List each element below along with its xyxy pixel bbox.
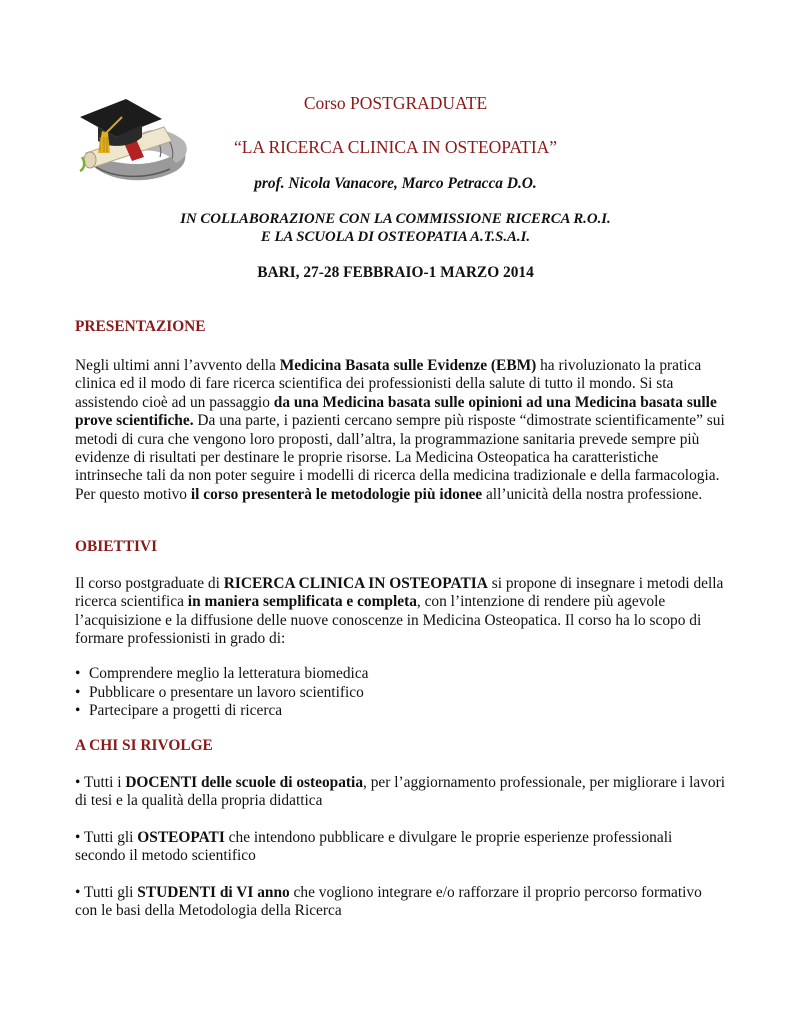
audience-rest: che intendono pubblicare e divulgare le proprie esperienze professionali secondo il metodo scientifico [75,829,673,865]
audience-item-studenti [75,884,725,921]
obiettivi-text-1: Il corso postgraduate di [75,575,224,592]
list-item-text: Comprendere meglio la letteratura biomedica [89,665,369,682]
presentazione-bold-1: Medicina Basata sulle Evidenze (EBM) [279,357,537,374]
bullet-icon: • [75,702,81,719]
obiettivi-bullet-list [75,665,725,721]
presentazione-bold-3: il corso presenterà le metodologie più idonee [190,485,483,503]
presentazione-bold-2: da una Medicina basata sulle opinioni ad una Medicina basata sulle prove scientifiche. [75,393,717,430]
audience-bold: DOCENTI delle scuole di osteopatia [125,774,364,791]
section-heading-obiettivi: OBIETTIVI [75,538,158,555]
obiettivi-text-2: si propone di insegnare i metodi della ricerca scientifica [75,575,724,611]
list-item [75,665,725,684]
obiettivi-paragraph [75,575,725,649]
section-heading-presentazione: PRESENTAZIONE [75,318,206,335]
course-title: “LA RICERCA CLINICA IN OSTEOPATIA” [233,137,558,157]
bullet-icon: • [75,665,81,682]
list-item-text: Pubblicare o presentare un lavoro scientifico [89,683,364,701]
section-heading-a-chi-si-rivolge: A CHI SI RIVOLGE [75,737,213,754]
obiettivi-bold-2: in maniera semplificata e completa [187,593,417,611]
audience-prefix: • Tutti gli [75,829,138,846]
audience-item-docenti [75,774,725,811]
list-item-text: Partecipare a progetti di ricerca [89,702,283,719]
list-item [75,702,725,721]
audience-rest: , per l’aggiornamento professionale, per migliorare i lavori di tesi e la qualità della propria didattica [75,774,726,810]
collaboration-line-1: IN COLLABORAZIONE CON LA COMMISSIONE RICERCA R.O.I. [180,211,611,227]
presentazione-paragraph [75,357,725,504]
list-item [75,684,725,703]
collaboration-line-2: E LA SCUOLA DI OSTEOPATIA A.T.S.A.I. [260,229,531,245]
presentazione-text-3: Da una parte, i pazienti cercano sempre più risposte “dimostrate scientificamente” sui metodi di cura che vengono loro proposti, dall’altra, la programmazione sanitaria prevede sempre più evidenze di risultati per destinare le proprie risorse. La Medicina Osteopatica ha caratteristiche intrinseche tali da non poter seguire i modelli di ricerca della medicina tradizionale e della farmacologia. Per questo motivo [75,412,725,503]
audience-bold: OSTEOPATI [137,829,225,846]
audience-bold: STUDENTI di VI anno [137,884,290,901]
audience-prefix: • Tutti gli [75,884,138,901]
audience-item-osteopati [75,829,725,866]
bullet-icon: • [75,683,81,701]
course-dates: BARI, 27-28 FEBBRAIO-1 MARZO 2014 [257,264,534,281]
presentazione-text-1: Negli ultimi anni l’avvento della [75,357,280,374]
presentazione-text-4: all’unicità della nostra professione. [482,485,703,503]
obiettivi-bold-1: RICERCA CLINICA IN OSTEOPATIA [223,575,488,592]
obiettivi-text-3: , con l’intenzione di rendere più agevole l’acquisizione e la diffusione delle nuove conoscenze in Medicina Osteopatica. Il corso ha lo scopo di formare professionisti in grado di: [75,593,702,648]
audience-rest: che vogliono integrare e/o rafforzare il proprio percorso formativo con le basi della Metodologia della Ricerca [75,884,702,920]
course-label: Corso POSTGRADUATE [303,93,488,113]
course-authors: prof. Nicola Vanacore, Marco Petracca D.O. [254,175,537,192]
audience-prefix: • Tutti i [75,774,126,791]
presentazione-text-2: ha rivoluzionato la pratica clinica ed il modo di fare ricerca scientifica dei professionisti della salute di tutto il mondo. Si sta assistendo cioè ad un passaggio [75,357,702,411]
